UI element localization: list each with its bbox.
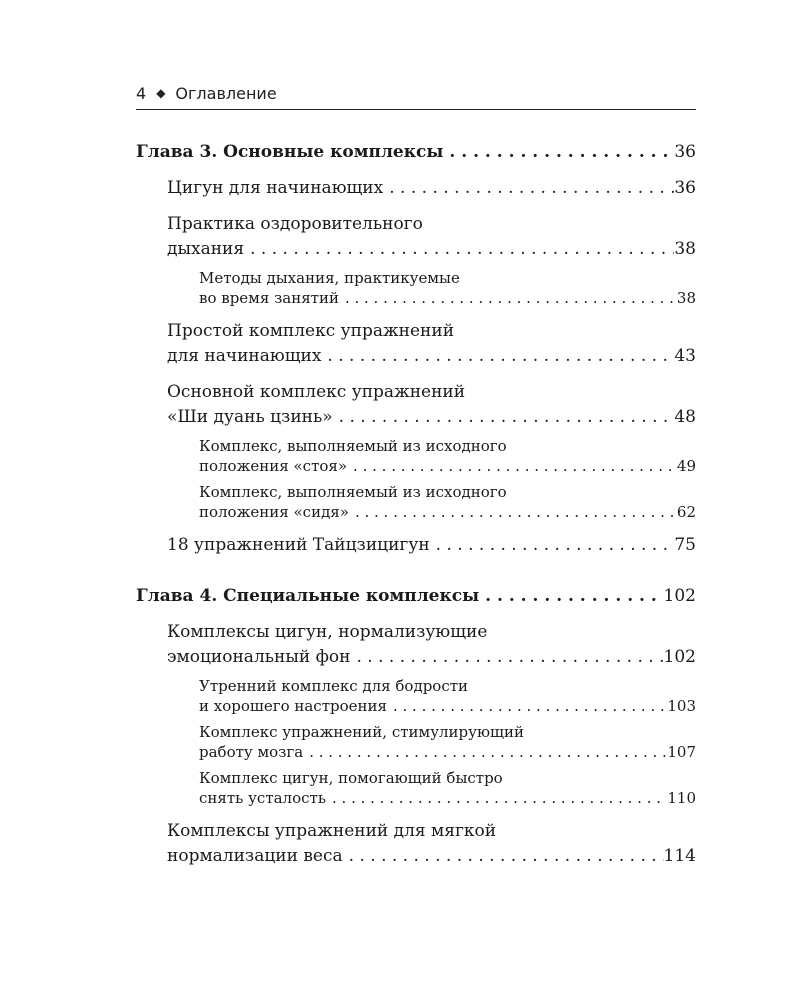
toc-entry-page: 102: [663, 647, 696, 667]
toc-subentry[interactable]: [199, 768, 696, 808]
dot-leader: [333, 405, 675, 430]
toc-entry[interactable]: [167, 533, 696, 558]
running-title: Оглавление: [175, 83, 277, 103]
toc-entry[interactable]: [167, 380, 696, 430]
toc-entry-title: для начинающих: [167, 346, 322, 366]
toc-entry[interactable]: [167, 819, 696, 869]
toc-entry-page: 110: [667, 789, 696, 807]
dot-leader: [383, 176, 674, 201]
toc-entry-title-line: Основной комплекс упражнений: [167, 382, 466, 402]
toc-entry-title-line: Комплексы упражнений для мягкой: [167, 821, 497, 841]
dot-leader: [350, 645, 663, 670]
toc-entry-title-line: Практика оздоровительного: [167, 214, 423, 234]
toc-entry[interactable]: [167, 212, 696, 262]
dot-leader: [430, 533, 675, 558]
toc-entry-title: положения «стоя»: [199, 457, 348, 475]
toc-entry-title-line: Простой комплекс упражнений: [167, 321, 455, 341]
toc-entry-page: 62: [676, 503, 696, 521]
dot-leader: [479, 584, 663, 608]
running-header: [136, 80, 696, 106]
toc-entry-title: Глава 4. Специальные комплексы: [136, 586, 480, 606]
toc-entry-page: 75: [674, 535, 696, 555]
toc-entry-page: 114: [663, 846, 696, 866]
toc-entry-page: 43: [674, 346, 696, 366]
toc-entry-page: 102: [663, 586, 696, 606]
toc-entry-title: нормализации веса: [167, 846, 343, 866]
toc-entry-title: 18 упражнений Тайцзицигун: [167, 535, 430, 555]
dot-leader: [349, 502, 677, 522]
toc-entry[interactable]: [167, 620, 696, 670]
dot-leader: [343, 844, 664, 869]
toc-entry-title: и хорошего настроения: [199, 697, 387, 715]
dot-leader: [339, 288, 677, 308]
toc-subentry[interactable]: [199, 268, 696, 308]
diamond-icon: ◆: [156, 86, 166, 100]
toc-entry-page: 36: [674, 142, 696, 162]
dot-leader: [326, 788, 667, 808]
toc-entry-title: положения «сидя»: [199, 503, 349, 521]
dot-leader: [347, 456, 677, 476]
toc-entry-page: 107: [667, 743, 696, 761]
toc-entry-title-line: Методы дыхания, практикуемые: [199, 269, 460, 287]
toc-entry[interactable]: [167, 319, 696, 369]
toc-entry-page: 49: [676, 457, 696, 475]
toc-subentry[interactable]: [199, 722, 696, 762]
dot-leader: [244, 237, 674, 262]
table-of-contents: [136, 140, 696, 869]
toc-subentry[interactable]: [199, 676, 696, 716]
toc-entry-page: 38: [674, 239, 696, 259]
toc-entry-page: 48: [674, 407, 696, 427]
toc-entry-title-line: Утренний комплекс для бодрости: [199, 677, 469, 695]
toc-entry-title-line: Комплекс, выполняемый из исходного: [199, 437, 507, 455]
toc-subentry[interactable]: [199, 482, 696, 522]
toc-entry-page: 103: [667, 697, 696, 715]
dot-leader: [303, 742, 667, 762]
dot-leader: [443, 140, 674, 164]
dot-leader: [387, 696, 667, 716]
header-rule: [136, 109, 696, 110]
toc-entry-page: 38: [676, 289, 696, 307]
toc-entry-title: Цигун для начинающих: [167, 178, 384, 198]
toc-entry[interactable]: [167, 176, 696, 201]
toc-subentry[interactable]: [199, 436, 696, 476]
toc-entry-title-line: Комплекс цигун, помогающий быстро: [199, 769, 503, 787]
toc-entry-title: Глава 3. Основные комплексы: [136, 142, 444, 162]
toc-entry-title-line: Комплекс упражнений, стимулирующий: [199, 723, 524, 741]
page-number: 4: [136, 83, 147, 103]
toc-entry-title: во время занятий: [199, 289, 339, 307]
toc-chapter-4[interactable]: [136, 584, 696, 608]
toc-entry-title: эмоциональный фон: [167, 647, 351, 667]
toc-entry-title: «Ши дуань цзинь»: [167, 407, 333, 427]
toc-chapter-3[interactable]: [136, 140, 696, 164]
toc-entry-title: дыхания: [167, 239, 245, 259]
toc-entry-title: снять усталость: [199, 789, 326, 807]
toc-page: [136, 80, 696, 869]
toc-entry-title: работу мозга: [199, 743, 304, 761]
toc-entry-title-line: Комплексы цигун, нормализующие: [167, 622, 488, 642]
toc-entry-page: 36: [674, 178, 696, 198]
toc-entry-title-line: Комплекс, выполняемый из исходного: [199, 483, 507, 501]
dot-leader: [321, 344, 674, 369]
